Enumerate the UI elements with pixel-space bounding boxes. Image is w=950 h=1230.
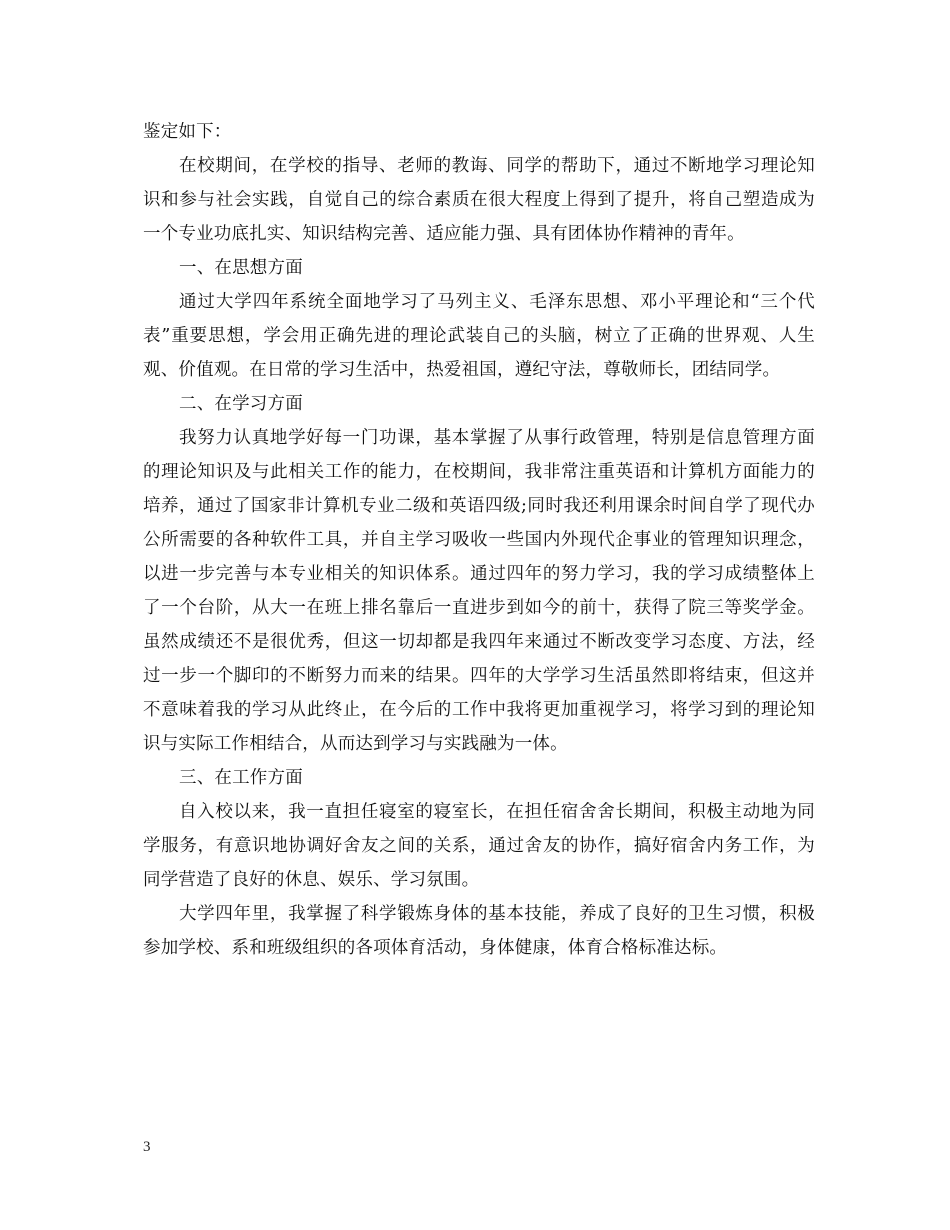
paragraph-study: 我努力认真地学好每一门功课，基本掌握了从事行政管理，特别是信息管理方面的理论知识及与此相关工作的能力，在校期间，我非常注重英语和计算机方面能力的培养，通过了国家非计算机专业二级和英语四级;同时我还利用课余时间自学了现代办公所需要的各种软件工具，并自主学习吸收一些国内外现代企事业的管理知识理念，以进一步完善与本专业相关的知识体系。通过四年的努力学习，我的学习成绩整体上了一个台阶，从大一在班上排名靠后一直进步到如今的前十，获得了院三等奖学金。虽然成绩还不是很优秀，但这一切却都是我四年来通过不断改变学习态度、方法，经过一步一个脚印的不断努力而来的结果。四年的大学学习生活虽然即将结束，但这并不意味着我的学习从此终止，在今后的工作中我将更加重视学习，将学习到的理论知识与实际工作相结合，从而达到学习与实践融为一体。 (143, 428, 815, 754)
paragraph-work: 自入校以来，我一直担任寝室的寝室长，在担任宿舍舍长期间，积极主动地为同学服务，有意识地协调好舍友之间的关系，通过舍友的协作，搞好宿舍内务工作，为同学营造了良好的休息、娱乐、学习氛围。 (143, 802, 815, 890)
page-number: 3 (143, 1139, 151, 1155)
paragraph-intro: 鉴定如下： (143, 122, 232, 142)
section-heading-work: 三、在工作方面 (179, 768, 303, 788)
paragraph-health: 大学四年里，我掌握了科学锻炼身体的基本技能，养成了良好的卫生习惯，积极参加学校、系和班级组织的各项体育活动，身体健康，体育合格标准达标。 (143, 904, 815, 958)
section-heading-thought: 一、在思想方面 (179, 258, 303, 278)
paragraph-summary: 在校期间，在学校的指导、老师的教诲、同学的帮助下，通过不断地学习理论知识和参与社会实践，自觉自己的综合素质在很大程度上得到了提升，将自己塑造成为一个专业功底扎实、知识结构完善、适应能力强、具有团体协作精神的青年。 (143, 156, 815, 244)
paragraph-thought: 通过大学四年系统全面地学习了马列主义、毛泽东思想、邓小平理论和“三个代表”重要思想，学会用正确先进的理论武装自己的头脑，树立了正确的世界观、人生观、价值观。在日常的学习生活中，热爱祖国，遵纪守法，尊敬师长，团结同学。 (143, 292, 815, 380)
section-heading-study: 二、在学习方面 (179, 394, 303, 414)
document-body (143, 115, 815, 965)
